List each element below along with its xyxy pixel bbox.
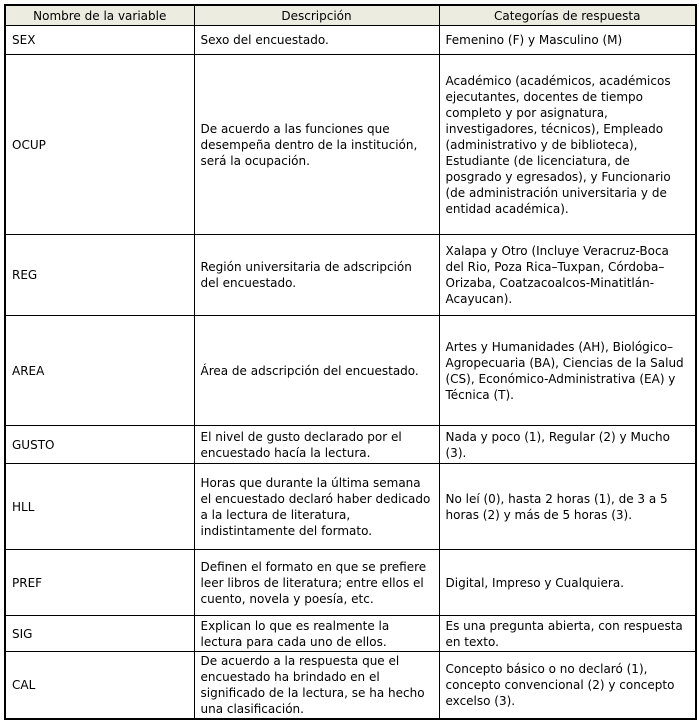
header-description: Descripción <box>194 5 439 26</box>
categories-cell: Digital, Impreso y Cualquiera. <box>439 550 696 616</box>
categories-cell: Es una pregunta abierta, con respuesta en texto. <box>439 616 696 652</box>
categories-cell: Femenino (F) y Masculino (M) <box>439 26 696 55</box>
variables-definition-table <box>4 4 697 720</box>
variable-name-cell: OCUP <box>5 55 194 235</box>
description-cell: Explican lo que es realmente la lectura para cada uno de ellos. <box>194 616 439 652</box>
header-response-categories: Categorías de respuesta <box>439 5 696 26</box>
variable-name-cell: REG <box>5 235 194 316</box>
variable-name-cell: SIG <box>5 616 194 652</box>
variable-name-cell: GUSTO <box>5 426 194 464</box>
description-cell: Área de adscripción del encuestado. <box>194 316 439 426</box>
table-row-gusto <box>5 426 696 464</box>
description-cell: Sexo del encuestado. <box>194 26 439 55</box>
description-cell: El nivel de gusto declarado por el encuestado hacía la lectura. <box>194 426 439 464</box>
description-cell: Región universitaria de adscripción del encuestado. <box>194 235 439 316</box>
table-row-sex <box>5 26 696 55</box>
categories-cell: No leí (0), hasta 2 horas (1), de 3 a 5 horas (2) y más de 5 horas (3). <box>439 464 696 550</box>
table-header-row <box>5 5 696 26</box>
description-cell: De acuerdo a la respuesta que el encuestado ha brindado en el significado de la lectura, se ha hecho una clasificación. <box>194 652 439 720</box>
header-variable-name: Nombre de la variable <box>5 5 194 26</box>
categories-cell: Concepto básico o no declaró (1), concepto convencional (2) y concepto excelso (3). <box>439 652 696 720</box>
variable-name-cell: SEX <box>5 26 194 55</box>
categories-cell: Académico (académicos, académicos ejecutantes, docentes de tiempo completo y por asignatura, investigadores, técnicos), Empleado (administrativo y de biblioteca), Estudiante (de licenciatura, de posgrado y egresados), y Funcionario (de administración universitaria y de entidad académica). <box>439 55 696 235</box>
table-row-ocup <box>5 55 696 235</box>
description-cell: Definen el formato en que se prefiere leer libros de literatura; entre ellos el cuento, novela y poesía, etc. <box>194 550 439 616</box>
categories-cell: Xalapa y Otro (Incluye Veracruz-Boca del Rio, Poza Rica–Tuxpan, Córdoba–Orizaba, Coatzacoalcos-Minatitlán-Acayucan). <box>439 235 696 316</box>
categories-cell: Artes y Humanidades (AH), Biológico–Agropecuaria (BA), Ciencias de la Salud (CS), Económico-Administrativa (EA) y Técnica (T). <box>439 316 696 426</box>
categories-cell: Nada y poco (1), Regular (2) y Mucho (3). <box>439 426 696 464</box>
variable-name-cell: AREA <box>5 316 194 426</box>
description-cell: De acuerdo a las funciones que desempeña dentro de la institución, será la ocupación. <box>194 55 439 235</box>
variable-name-cell: HLL <box>5 464 194 550</box>
table-row-sig <box>5 616 696 652</box>
description-cell: Horas que durante la última semana el encuestado declaró haber dedicado a la lectura de literatura, indistintamente del formato. <box>194 464 439 550</box>
table-row-hll <box>5 464 696 550</box>
table-row-pref <box>5 550 696 616</box>
variable-name-cell: PREF <box>5 550 194 616</box>
table-row-cal <box>5 652 696 720</box>
variable-name-cell: CAL <box>5 652 194 720</box>
table-row-reg <box>5 235 696 316</box>
table-row-area <box>5 316 696 426</box>
